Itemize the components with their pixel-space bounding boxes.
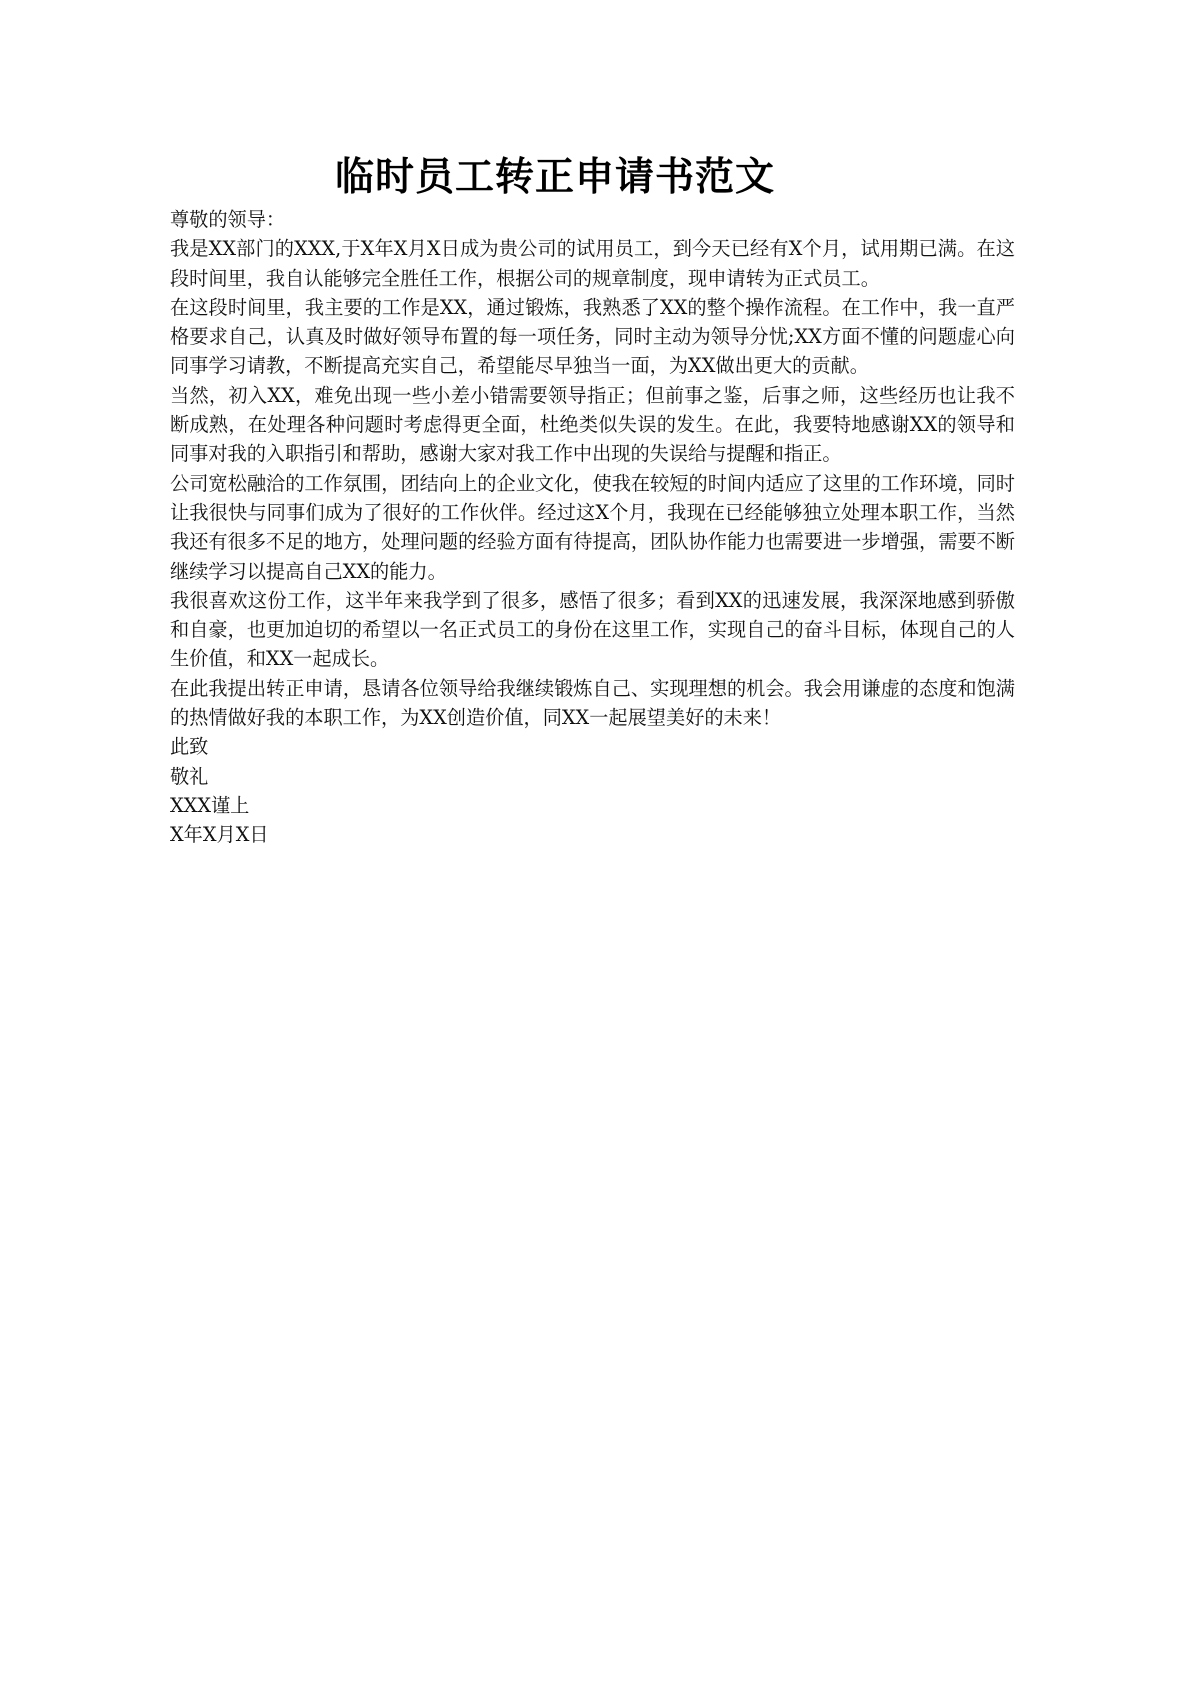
paragraph-environment: 公司宽松融洽的工作氛围，团结向上的企业文化，使我在较短的时间内适应了这里的工作环境，同时让我很快与同事们成为了很好的工作伙伴。经过这X个月，我现在已经能够独立处理本职工作，当然我还有很多不足的地方，处理问题的经验方面有待提高，团队协作能力也需要进一步增强，需要不断继续学习以提高自己XX的能力。 [170, 471, 1015, 583]
signature: XXX谨上 [170, 793, 250, 817]
document-title: 临时员工转正申请书范文 [334, 155, 775, 200]
paragraph-growth: 当然，初入XX，难免出现一些小差小错需要领导指正；但前事之鉴，后事之师，这些经历也让我不断成熟，在处理各种问题时考虑得更全面，杜绝类似失误的发生。在此，我要特地感谢XX的领导和同事对我的入职指引和帮助，感谢大家对我工作中出现的失误给与提醒和指正。 [170, 383, 1015, 466]
regards: 敬礼 [170, 764, 209, 788]
date: X年X月X日 [170, 823, 269, 847]
closing: 此致 [170, 735, 209, 759]
salutation: 尊敬的领导： [170, 208, 286, 231]
paragraph-request: 在此我提出转正申请，恳请各位领导给我继续锻炼自己、实现理想的机会。我会用谦虚的态度和饱满的热情做好我的本职工作，为XX创造价值，同XX一起展望美好的未来！ [170, 676, 1015, 730]
paragraph-work: 在这段时间里，我主要的工作是XX，通过锻炼，我熟悉了XX的整个操作流程。在工作中，我一直严格要求自己，认真及时做好领导布置的每一项任务，同时主动为领导分忧;XX方面不懂的问题虚心向同事学习请教，不断提高充实自己，希望能尽早独当一面，为XX做出更大的贡献。 [170, 295, 1015, 378]
paragraph-intro: 我是XX部门的XXX,于X年X月X日成为贵公司的试用员工，到今天已经有X个月，试用期已满。在这段时间里，我自认能够完全胜任工作，根据公司的规章制度，现申请转为正式员工。 [170, 237, 1015, 290]
document-body [170, 205, 1015, 850]
paragraph-motivation: 我很喜欢这份工作，这半年来我学到了很多，感悟了很多；看到XX的迅速发展，我深深地感到骄傲和自豪，也更加迫切的希望以一名正式员工的身份在这里工作，实现自己的奋斗目标，体现自己的人生价值，和XX一起成长。 [170, 588, 1015, 671]
